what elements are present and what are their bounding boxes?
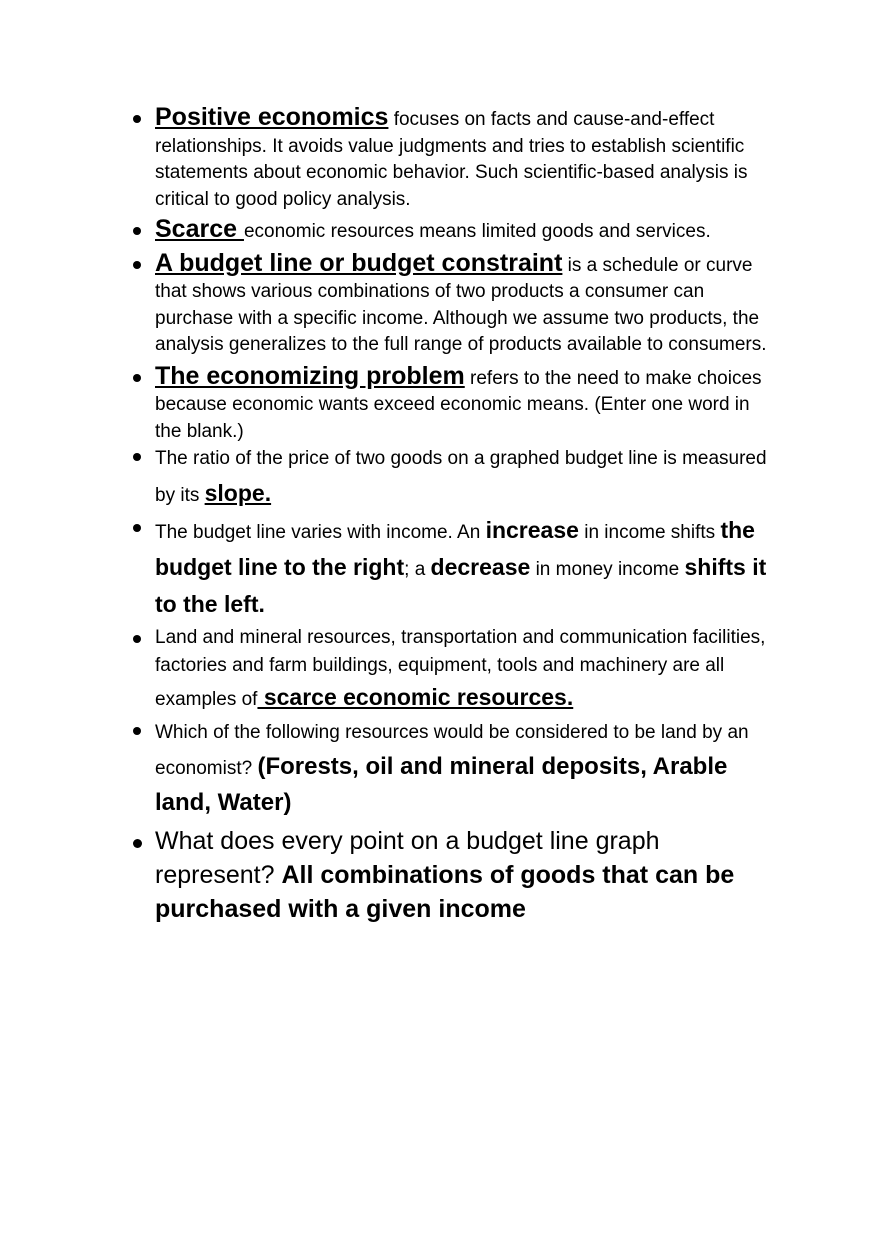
notes-list: [155, 104, 780, 926]
term-scarce: Scarce: [155, 215, 244, 243]
item-text: focuses on facts and cause-and-effect relationships. It avoids value judgments and tries to establish scientific statements about economic behavior. Such scientific-based analysis is critical to good policy analysis.: [155, 109, 748, 210]
answer-budget-point: All combinations of goods that can be purchased with a given income: [155, 861, 735, 923]
answer-decrease: decrease: [430, 554, 531, 580]
term-economizing-problem: The economizing problem: [155, 361, 465, 390]
term-budget-line: A budget line or budget constraint: [155, 248, 563, 277]
item-text: Which of the following resources would be considered to be land by an economist?: [155, 722, 749, 779]
list-item: [155, 250, 780, 359]
list-item: [155, 624, 780, 714]
answer-shift-left: shifts it to the left.: [155, 554, 767, 617]
item-text: in income shifts: [578, 522, 721, 543]
answer-land-resources: (Forests, oil and mineral deposits, Arable land, Water): [155, 753, 728, 816]
item-text: refers to the need to make choices because economic wants exceed economic means. (Enter one word in the blank.): [155, 367, 762, 442]
list-item: [155, 216, 780, 246]
list-item: [155, 104, 780, 213]
item-text: economic resources means limited goods and services.: [243, 221, 711, 242]
answer-scarce-resources: scarce economic resources.: [257, 684, 574, 710]
term-positive-economics: Positive economics: [155, 103, 389, 131]
item-text: The ratio of the price of two goods on a graphed budget line is measured by its: [155, 448, 767, 506]
list-item: [155, 824, 780, 926]
list-item: [155, 716, 780, 822]
list-item: [155, 363, 780, 446]
answer-slope: slope.: [204, 480, 272, 506]
item-text: ; a: [404, 559, 431, 580]
answer-shift-right: the budget line to the right: [155, 517, 755, 580]
item-text: is a schedule or curve that shows various combinations of two products a consumer can purchase with a specific income. Although we assume two products, the analysis generalizes to the full range of products available to consumers.: [155, 254, 767, 355]
list-item: [155, 442, 780, 513]
item-text: Land and mineral resources, transportation and communication facilities, factories and farm buildings, equipment, tools and machinery are all examples of: [155, 627, 766, 710]
list-item: [155, 513, 780, 624]
item-text: What does every point on a budget line graph represent?: [155, 827, 660, 889]
item-text: in money income: [530, 559, 685, 580]
answer-increase: increase: [485, 517, 579, 543]
item-text: The budget line varies with income. An: [155, 522, 486, 543]
